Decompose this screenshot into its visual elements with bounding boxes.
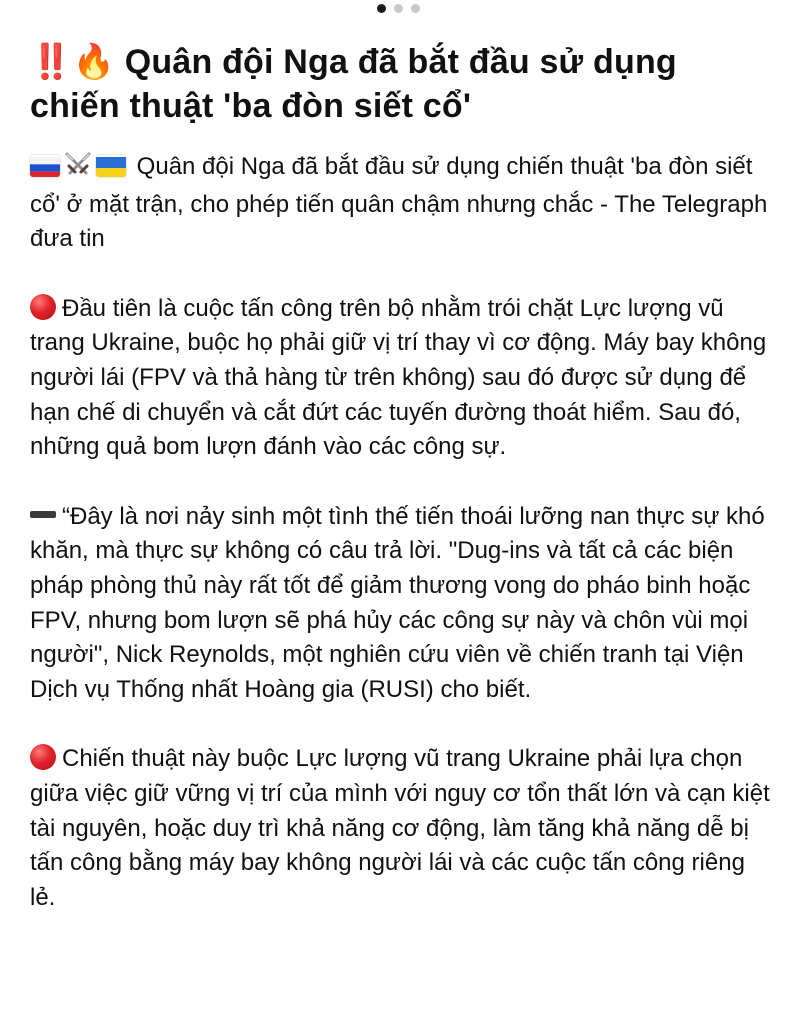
ukraine-flag-icon — [96, 155, 126, 177]
crossed-swords-icon — [64, 151, 92, 188]
red-circle-icon — [30, 744, 56, 770]
paragraph-2-text: “Đây là nơi nảy sinh một tình thế tiến thoái lưỡng nan thực sự khó khăn, mà thực sự không có câu trả lời. "Dug-ins và tất cả các biện pháp phòng thủ này rất tốt để giảm thương vong do pháo binh hoặc FPV, nhưng bom lượn sẽ phá hủy các công sự này và chôn vùi mọi người", Nick Reynolds, một nghiên cứu viên về chiến tranh tại Viện Dịch vụ Thống nhất Hoàng gia (RUSI) cho biết. — [30, 502, 765, 703]
paragraph-2 — [30, 500, 775, 708]
page-indicator[interactable] — [0, 0, 797, 16]
post-title-block — [30, 40, 775, 128]
post-title: Quân đội Nga đã bắt đầu sử dụng chiến thuật 'ba đòn siết cổ' — [30, 43, 677, 125]
page-dot-2[interactable] — [394, 4, 403, 13]
paragraph-1-text: Đầu tiên là cuộc tấn công trên bộ nhằm trói chặt Lực lượng vũ trang Ukraine, buộc họ phải giữ vị trí thay vì cơ động. Máy bay không người lái (FPV và thả hàng từ trên không) sau đó được sử dụng để hạn chế di chuyển và cắt đứt các tuyến đường thoát hiểm. Sau đó, những quả bom lượn đánh vào các công sự. — [30, 294, 767, 461]
russia-flag-icon — [30, 155, 60, 177]
minus-icon — [30, 511, 56, 518]
intro-text: Quân đội Nga đã bắt đầu sử dụng chiến thuật 'ba đòn siết cổ' ở mặt trận, cho phép tiến quân chậm nhưng chắc - The Telegraph đưa tin — [30, 153, 768, 253]
intro-paragraph — [30, 150, 775, 257]
paragraph-3-text: Chiến thuật này buộc Lực lượng vũ trang Ukraine phải lựa chọn giữa việc giữ vững vị trí của mình với nguy cơ tổn thất lớn và cạn kiệt tài nguyên, hoặc duy trì khả năng cơ động, làm tăng khả năng dễ bị tấn công bằng máy bay không người lái và các cuộc tấn công riêng lẻ. — [30, 745, 770, 911]
red-circle-icon — [30, 294, 56, 320]
post-content — [30, 40, 775, 950]
page-dot-1[interactable] — [377, 4, 386, 13]
paragraph-1 — [30, 292, 775, 465]
paragraph-3 — [30, 742, 775, 915]
page-dot-3[interactable] — [411, 4, 420, 13]
double-exclamation-fire-icon: ‼️🔥 — [30, 43, 116, 81]
